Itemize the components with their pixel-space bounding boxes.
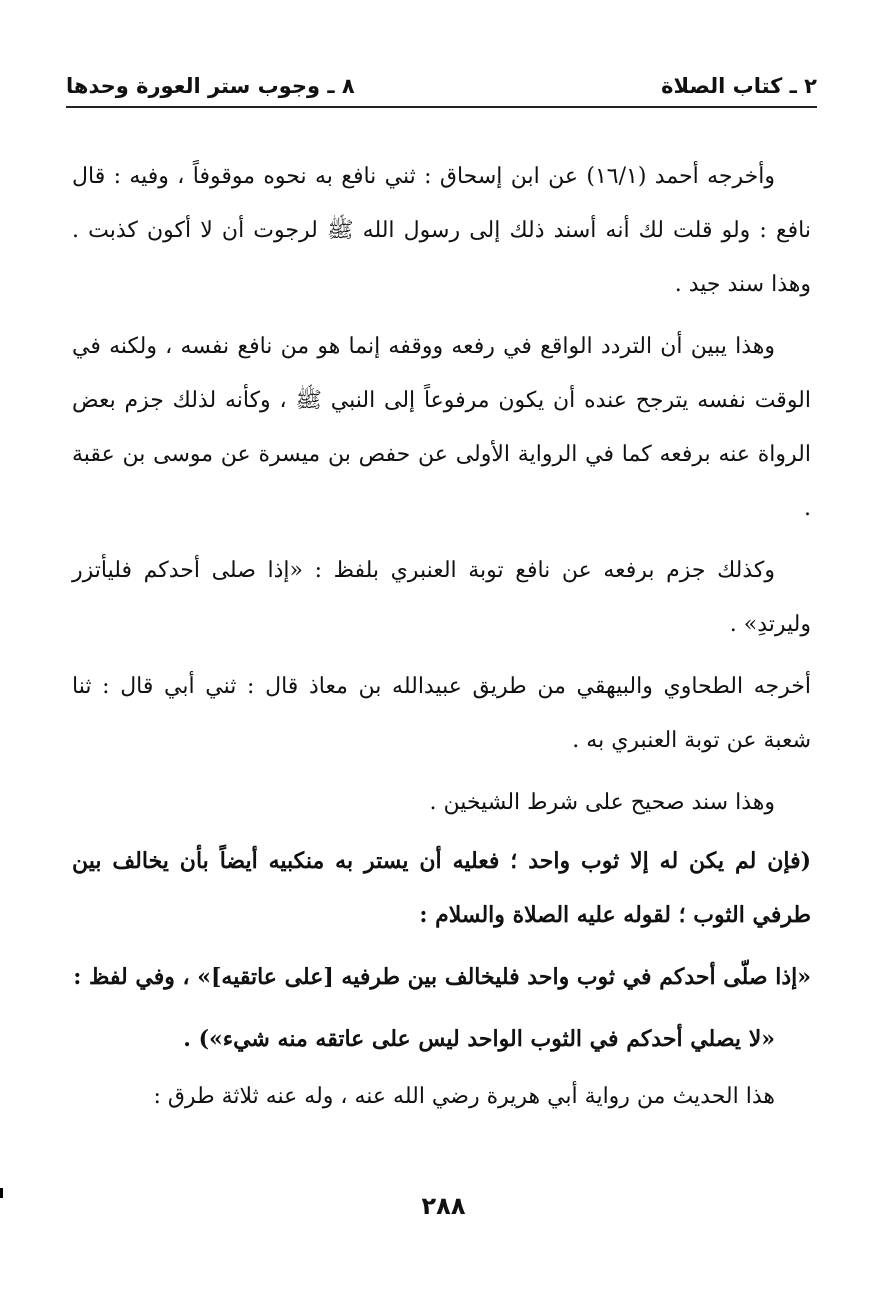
header-book-title: ٢ ـ كتاب الصلاة bbox=[661, 74, 817, 98]
paragraph-tahawi-bayhaqi: أخرجه الطحاوي والبيهقي من طريق عبيدالله بن معاذ قال : ثني أبي قال : ثنا شعبة عن توبة العنبري به . bbox=[72, 674, 811, 753]
paragraph-ahmad-narration: وأخرجه أحمد (١٦/١) عن ابن إسحاق : ثني نافع به نحوه موقوفاً ، وفيه : قال نافع : ولو قلت لك أنه أسند ذلك إلى رسول الله ﷺ لرجوت أن لا أكون كذبت . وهذا سند جيد . bbox=[72, 164, 811, 297]
page-number: ٢٨٨ bbox=[421, 1192, 466, 1220]
scan-edge-mark bbox=[0, 1188, 3, 1198]
paragraph-tawba-narration: وكذلك جزم برفعه عن نافع توبة العنبري بلفظ : «إذا صلى أحدكم فليأتزر وليرتدِ» . bbox=[72, 558, 811, 637]
paragraph-hadith-two: «لا يصلي أحدكم في الثوب الواحد ليس على عاتقه منه شيء») . bbox=[183, 1026, 775, 1052]
paragraph-main-text: (فإن لم يكن له إلا ثوب واحد ؛ فعليه أن يستر به منكبيه أيضاً بأن يخالف بين طرفي الثوب ؛ لقوله عليه الصلاة والسلام : bbox=[72, 848, 811, 928]
page-body bbox=[72, 150, 811, 1128]
paragraph-abu-hurayra: هذا الحديث من رواية أبي هريرة رضي الله عنه ، وله عنه ثلاثة طرق : bbox=[153, 1084, 775, 1109]
paragraph-sahih-chain: وهذا سند صحيح على شرط الشيخين . bbox=[429, 790, 775, 815]
header-section-title: ٨ ـ وجوب ستر العورة وحدها bbox=[66, 74, 355, 98]
paragraph-hadith-one: «إذا صلّى أحدكم في ثوب واحد فليخالف بين طرفيه [على عاتقيه]» ، وفي لفظ : bbox=[73, 964, 811, 990]
paragraph-nafi-hesitation: وهذا يبين أن التردد الواقع في رفعه ووقفه إنما هو من نافع نفسه ، ولكنه في الوقت نفسه يترجح عنده أن يكون مرفوعاً إلى النبي ﷺ ، وكأنه لذلك جزم بعض الرواة عنه برفعه كما في الرواية الأولى عن حفص بن ميسرة عن موسى بن عقبة . bbox=[72, 334, 811, 521]
running-header bbox=[66, 64, 817, 108]
